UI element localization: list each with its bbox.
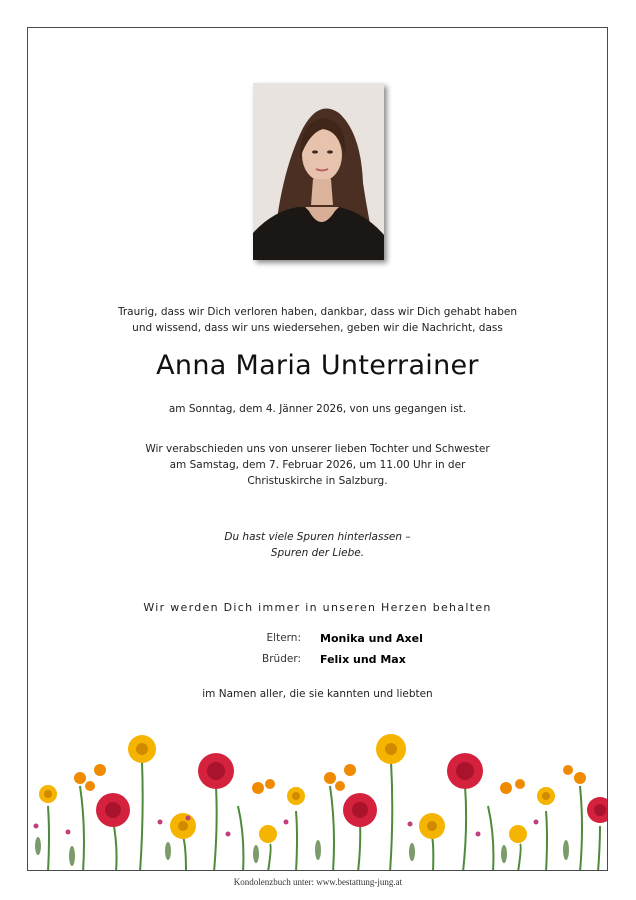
farewell-line-2: am Samstag, dem 7. Februar 2026, um 11.00 Uhr in der xyxy=(169,459,466,471)
family-row-brothers xyxy=(28,653,607,673)
farewell-line-1: Wir verabschieden uns von unserer lieben Tochter und Schwester xyxy=(145,443,490,455)
deceased-name: Anna Maria Unterrainer xyxy=(156,350,479,381)
family-label: Brüder: xyxy=(262,653,301,665)
family-value: Monika und Axel xyxy=(320,632,423,645)
intro-line-1: Traurig, dass wir Dich verloren haben, dankbar, dass wir Dich gehabt haben xyxy=(117,306,517,318)
date-of-death: am Sonntag, dem 4. Jänner 2026, von uns gegangen ist. xyxy=(168,403,467,415)
family-value: Felix und Max xyxy=(320,653,406,666)
farewell-text xyxy=(28,441,607,489)
family-label: Eltern: xyxy=(266,632,301,644)
intro-text xyxy=(28,304,607,336)
condolence-book-footer: Kondolenzbuch unter: www.bestattung-jung.at xyxy=(233,877,403,887)
on-behalf-line: im Namen aller, die sie kannten und liebten xyxy=(202,688,433,700)
quote xyxy=(28,529,607,561)
obituary-card xyxy=(27,27,608,871)
family-row-parents xyxy=(28,632,607,652)
quote-line-1: Du hast viele Spuren hinterlassen – xyxy=(224,531,411,543)
intro-line-2: und wissend, dass wir uns wiedersehen, geben wir die Nachricht, dass xyxy=(132,322,503,334)
farewell-line-3: Christuskirche in Salzburg. xyxy=(247,475,388,487)
memorial-line: Wir werden Dich immer in unseren Herzen behalten xyxy=(143,601,492,614)
flower-meadow-illustration xyxy=(28,726,607,871)
quote-line-2: Spuren der Liebe. xyxy=(270,547,365,559)
portrait-photo xyxy=(253,83,384,260)
